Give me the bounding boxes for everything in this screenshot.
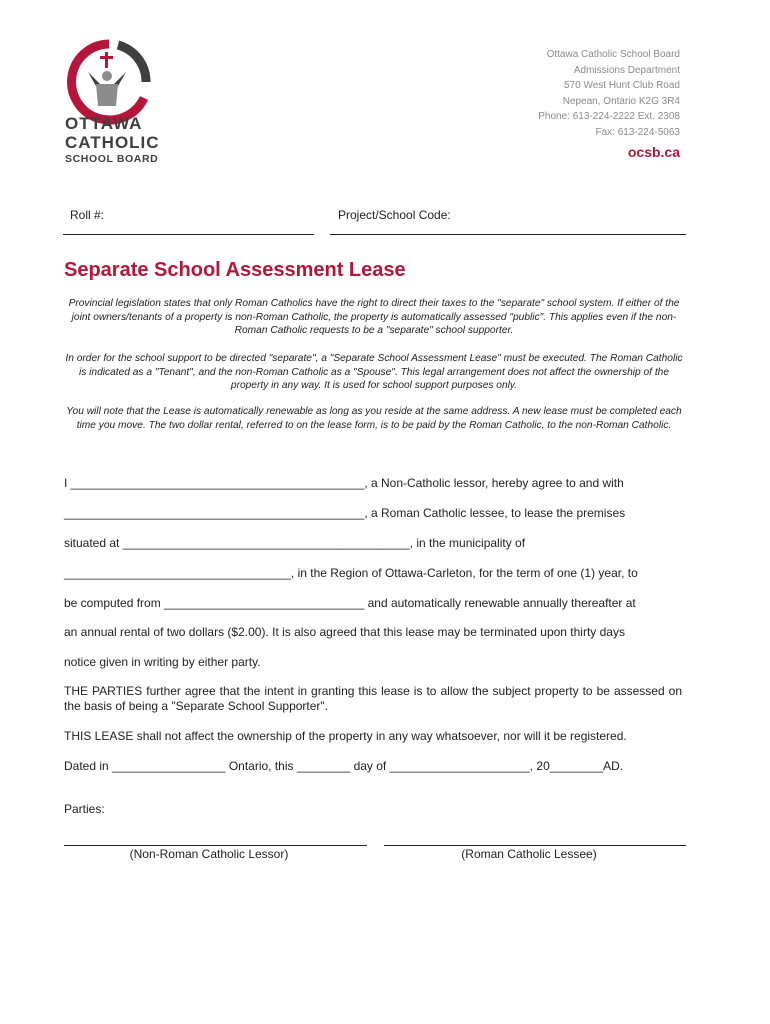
lease-line-premises: situated at ___________________________________________, in the municipality of: [64, 536, 526, 550]
logo-line-2: CATHOLIC: [65, 133, 160, 152]
lessor-signature-line[interactable]: [64, 845, 367, 846]
intro-paragraph-2: In order for the school support to be directed "separate", a "Separate School Assessment Lease" must be executed. The Roman Catholic is indicated as a "Tenant", and the non-Roman Catholic as a "Spouse". This legal arrangement does not affect the ownership of the property in any way. It is used for school support purposes only.: [65, 353, 683, 391]
dated-line: Dated in _________________ Ontario, this ________ day of _____________________, 20________AD.: [64, 759, 624, 773]
parties-heading: Parties:: [64, 802, 105, 816]
website-link[interactable]: ocsb.ca: [627, 144, 680, 160]
lease-ownership-line: THIS LEASE shall not affect the ownership of the property in any way whatsoever, nor will it be registered.: [64, 729, 627, 743]
intro-paragraph-1: Provincial legislation states that only Roman Catholics have the right to direct their taxes to the "separate" school system. If either of the joint owners/tenants of a property is non-Roman Catholic, the property is automatically assessed "public". This applies even if the non-Roman Catholic requests to be a "separate" school supporter.: [68, 298, 680, 336]
address-line: Phone: 613-224-2222 Ext. 2308: [538, 111, 680, 122]
lease-line-lessor: I ____________________________________________, a Non-Catholic lessor, hereby agree to and with: [64, 476, 624, 490]
lease-line-computed: be computed from ______________________________ and automatically renewable annually thereafter at: [64, 596, 636, 610]
address-line: Ottawa Catholic School Board: [546, 49, 680, 60]
project-code-field[interactable]: [330, 234, 686, 235]
lease-line-lessee: _____________________________________________, a Roman Catholic lessee, to lease the premises: [64, 506, 626, 520]
project-code-label: Project/School Code:: [338, 208, 451, 222]
intro-paragraph-3: You will note that the Lease is automatically renewable as long as you reside at the same address. A new lease must be completed each time you move. The two dollar rental, referred to on the lease form, is to be paid by the Roman Catholic, to the non-Roman Catholic.: [66, 406, 682, 431]
page-title: Separate School Assessment Lease: [64, 259, 406, 281]
roll-number-label: Roll #:: [70, 208, 105, 222]
logo-line-3: SCHOOL BOARD: [65, 153, 159, 165]
roll-number-field[interactable]: [63, 234, 314, 235]
address-line: 570 West Hunt Club Road: [564, 80, 680, 91]
address-block: [538, 47, 680, 164]
address-line: Nepean, Ontario K2G 3R4: [562, 95, 680, 107]
ocsb-logo-wordmark: [65, 114, 160, 166]
lease-line-region: __________________________________, in the Region of Ottawa-Carleton, for the term of one (1) year, to: [64, 566, 638, 580]
address-line: Fax: 613-224-5063: [595, 126, 680, 138]
address-line: Admissions Department: [573, 64, 680, 76]
lease-line-notice: notice given in writing by either party.: [64, 655, 261, 669]
parties-paragraph: THE PARTIES further agree that the intent in granting this lease is to allow the subject property to be assessed on the basis of being a "Separate School Supporter".: [64, 684, 682, 713]
logo-line-1: OTTAWA: [65, 114, 143, 133]
lease-line-rental: an annual rental of two dollars ($2.00). It is also agreed that this lease may be terminated upon thirty days: [64, 625, 625, 639]
lessee-signature-line[interactable]: [384, 845, 686, 846]
lessee-signature-label: (Roman Catholic Lessee): [461, 847, 597, 861]
lessor-signature-label: (Non-Roman Catholic Lessor): [129, 847, 289, 861]
